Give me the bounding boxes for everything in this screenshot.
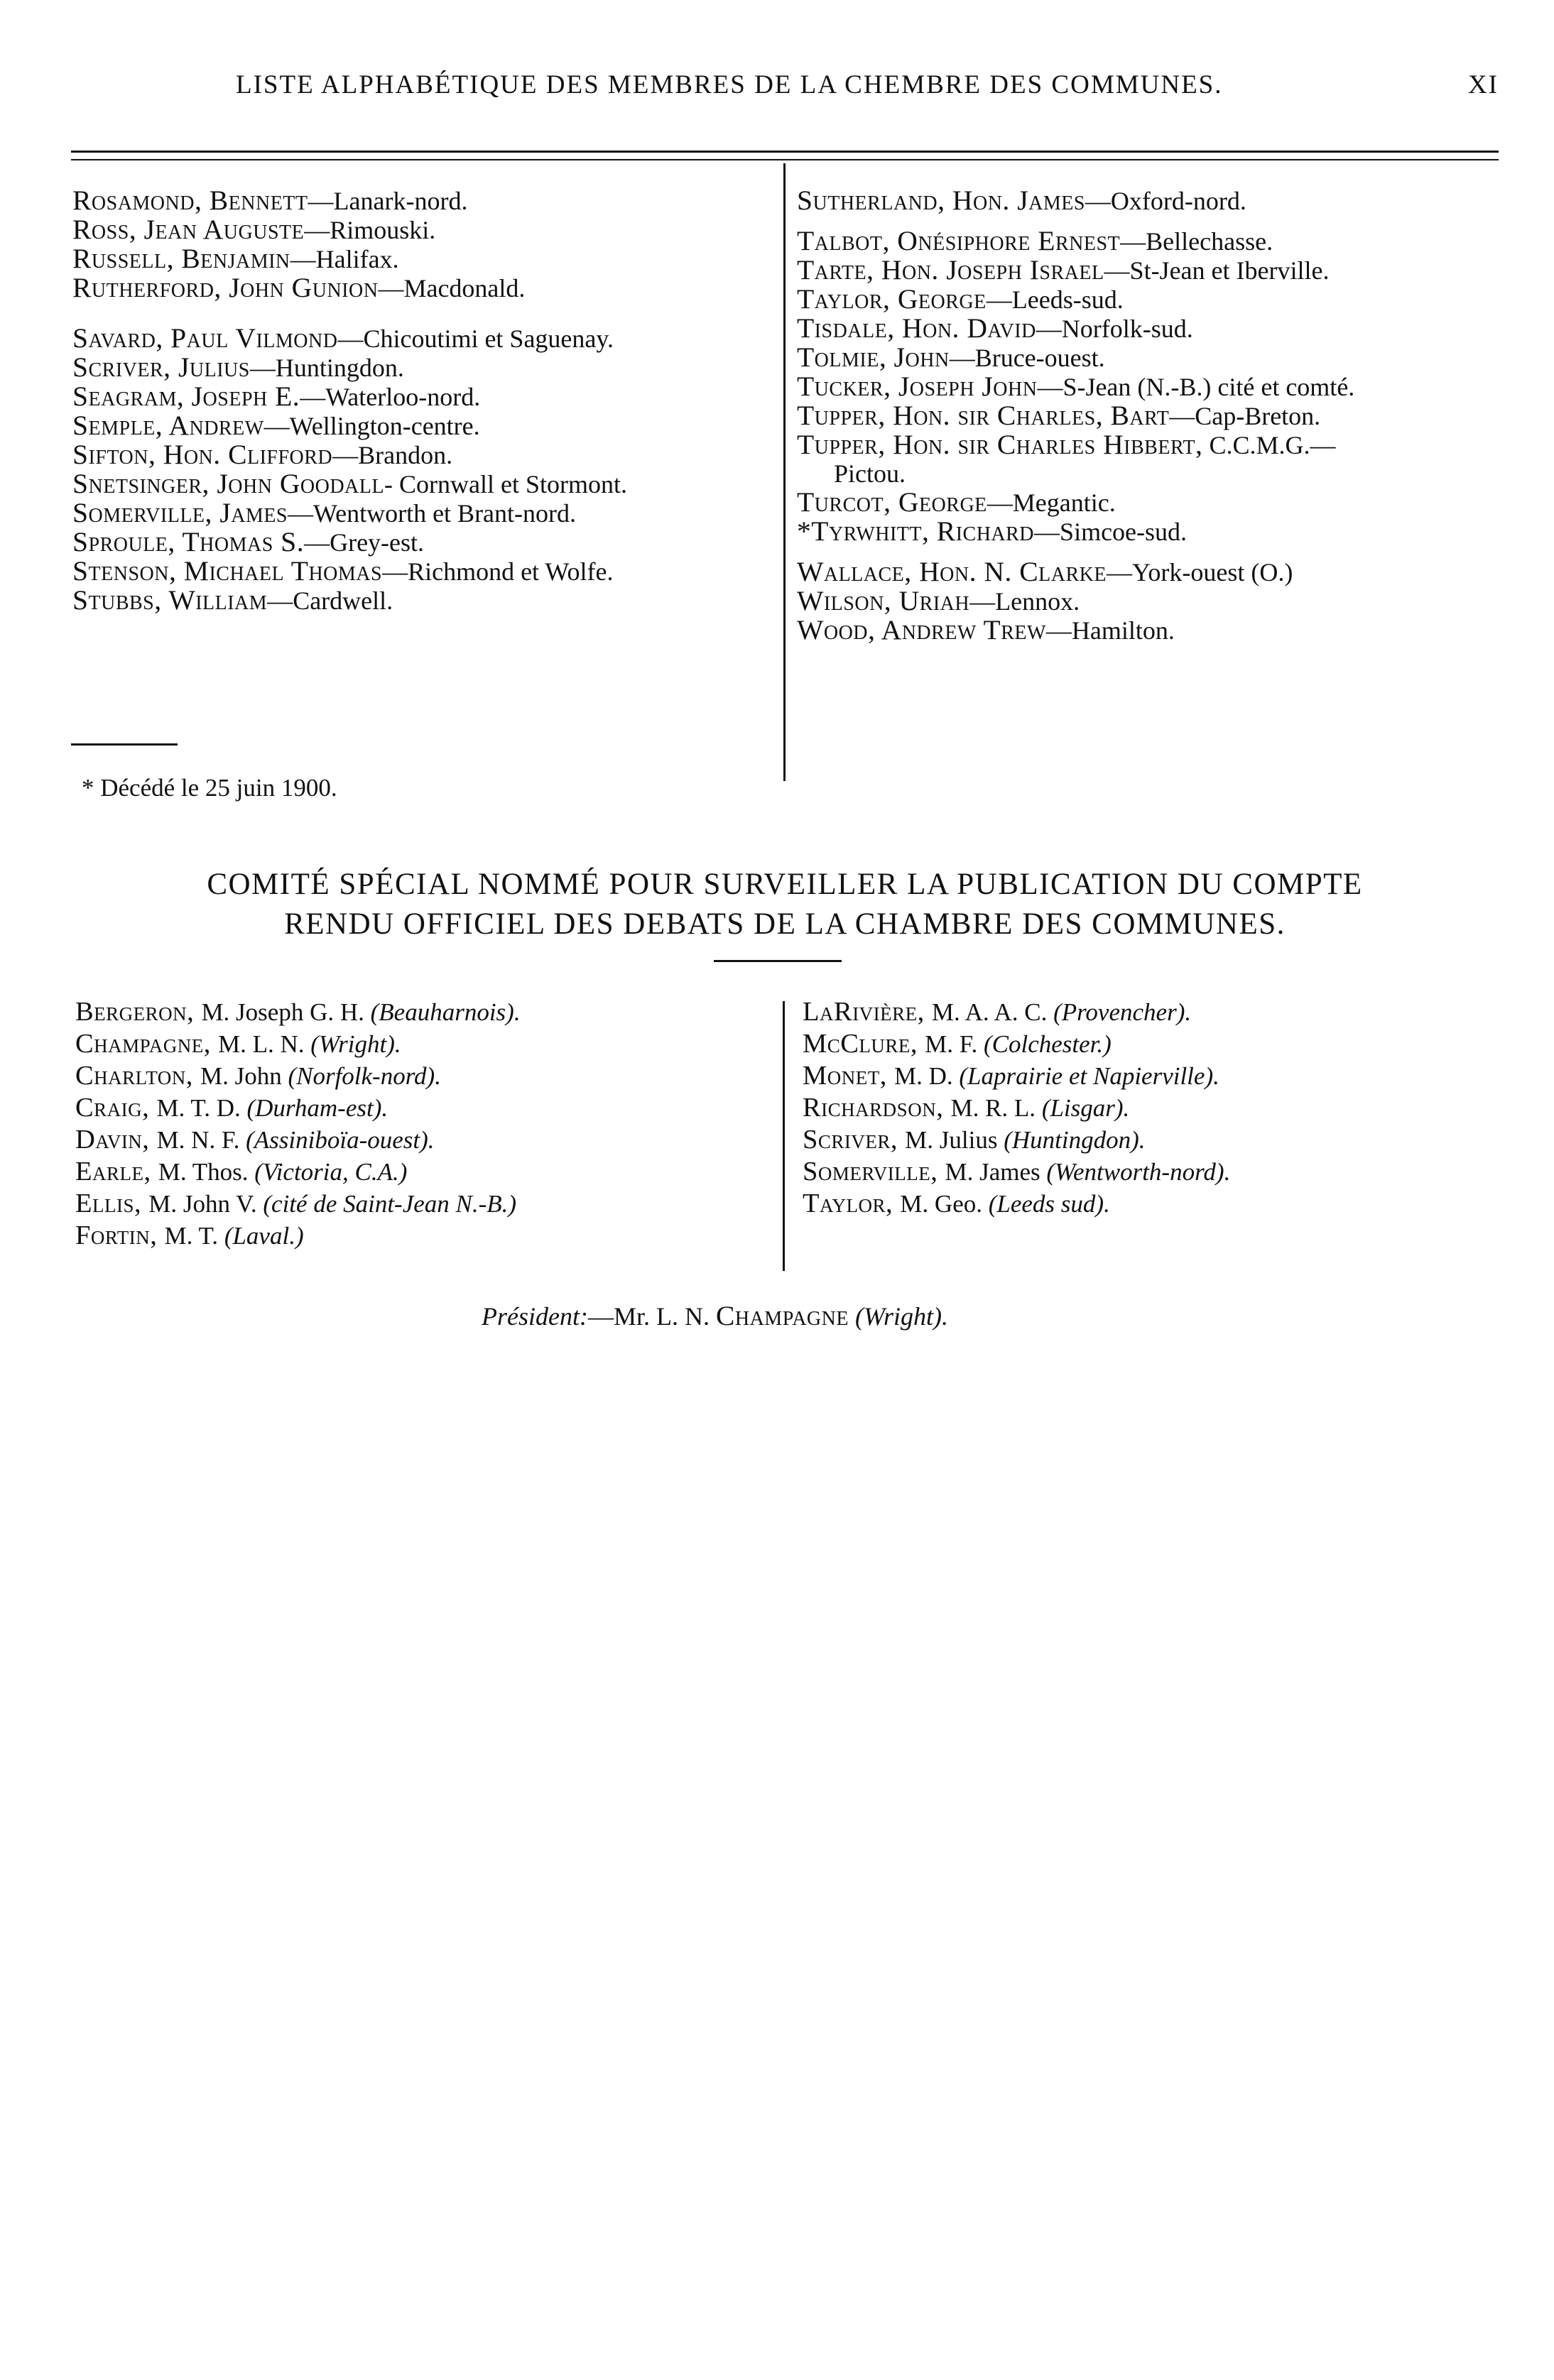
member-given-name: Hon. sir Charles Hibbert, xyxy=(893,429,1203,460)
header-rule-top xyxy=(71,151,1499,153)
committee-divider xyxy=(783,1001,785,1271)
member-surname: Wilson, xyxy=(797,585,899,616)
committee-member-name: M. John xyxy=(200,1062,288,1090)
member-given-name: Andrew Trew xyxy=(881,614,1046,645)
members-left-group-r xyxy=(72,186,627,302)
member-surname: Tolmie, xyxy=(797,342,894,373)
committee-member xyxy=(75,1220,521,1252)
member-riding: —York-ouest (O.) xyxy=(1106,558,1293,586)
committee-member-name: M. John V. xyxy=(148,1190,263,1218)
member-given-name: Joseph John xyxy=(898,371,1038,402)
column-divider xyxy=(783,163,786,781)
member-given-name: Joseph E. xyxy=(191,381,300,412)
member-entry xyxy=(797,343,1354,372)
committee-member-riding: (Norfolk-nord). xyxy=(288,1062,441,1090)
member-surname: Tupper, xyxy=(797,429,893,460)
member-riding: —Rimouski. xyxy=(304,216,436,244)
member-given-name: John Gunion xyxy=(229,272,379,303)
member-given-name: Hon. James xyxy=(952,185,1085,216)
member-entry xyxy=(72,469,627,498)
committee-member xyxy=(803,1188,1230,1220)
committee-member-surname: Monet, xyxy=(803,1061,894,1091)
committee-rule xyxy=(714,960,842,962)
member-entry xyxy=(797,226,1354,256)
committee-member xyxy=(75,1028,521,1060)
member-riding: —Lanark-nord. xyxy=(308,187,468,215)
member-given-name: George xyxy=(897,283,987,315)
committee-member-name: M. James xyxy=(945,1158,1047,1186)
member-given-name: Richard xyxy=(936,515,1035,547)
member-given-name: Hon. sir Charles, Bart xyxy=(893,400,1170,431)
committee-member xyxy=(75,1092,521,1124)
committee-member-riding: (Lisgar). xyxy=(1041,1094,1130,1122)
committee-member-name: M. Joseph G. H. xyxy=(201,998,371,1026)
members-left-group-s xyxy=(72,324,627,615)
member-surname: Talbot, xyxy=(797,225,898,256)
footnote-rule xyxy=(71,743,178,746)
page-title: LISTE ALPHABÉTIQUE DES MEMBRES DE LA CHEMBRE DES COMMUNES. xyxy=(236,70,1223,99)
committee-member xyxy=(803,1156,1230,1188)
committee-member xyxy=(75,1124,521,1156)
committee-member-surname: Champagne, xyxy=(75,1029,218,1059)
committee-member-riding: (Provencher). xyxy=(1053,998,1192,1026)
members-right-column xyxy=(797,186,1354,645)
member-given-name: Bennett xyxy=(209,185,308,216)
committee-left-column xyxy=(75,996,521,1252)
committee-member-name: M. Thos. xyxy=(158,1158,255,1186)
member-entry xyxy=(72,273,627,302)
member-surname: Seagram, xyxy=(72,381,192,412)
president-name: —Mr. L. N. xyxy=(587,1302,710,1331)
committee-member-name: M. L. N. xyxy=(217,1030,311,1058)
member-entry xyxy=(72,528,627,557)
page-number: XI xyxy=(1467,70,1499,99)
member-surname: Rutherford, xyxy=(72,272,229,303)
committee-member-riding: (Huntingdon). xyxy=(1004,1126,1146,1154)
member-given-name: George xyxy=(898,486,987,518)
committee-member-surname: Craig, xyxy=(75,1093,157,1123)
member-riding: —Halifax. xyxy=(290,245,399,273)
member-riding: —Cap-Breton. xyxy=(1169,402,1321,430)
committee-member xyxy=(75,1156,521,1188)
member-riding: —Grey-est. xyxy=(304,528,425,557)
member-given-name: Julius xyxy=(178,351,250,383)
member-entry xyxy=(797,557,1354,586)
member-entry xyxy=(72,215,627,244)
committee-member-riding: (Durham-est). xyxy=(246,1094,388,1122)
committee-member-riding: (Beauharnois). xyxy=(370,998,521,1026)
member-entry xyxy=(797,586,1354,616)
member-riding: —Wentworth et Brant-nord. xyxy=(288,499,577,528)
member-riding: —Brandon. xyxy=(332,441,453,469)
member-given-name: William xyxy=(168,584,268,616)
committee-member-name: M. A. A. C. xyxy=(931,998,1054,1026)
member-entry xyxy=(797,488,1354,517)
member-entry xyxy=(72,324,627,353)
committee-member-surname: Ellis, xyxy=(75,1189,149,1218)
member-surname: Sifton, xyxy=(72,439,163,470)
member-surname: Wood, xyxy=(797,614,881,645)
member-entry xyxy=(72,586,627,615)
committee-member-riding: (Assiniboïa-ouest). xyxy=(246,1126,435,1154)
committee-member-name: M. T. D. xyxy=(156,1094,247,1122)
committee-title-line-2: RENDU OFFICIEL DES DEBATS DE LA CHAMBRE DES COMMUNES. xyxy=(284,907,1286,941)
member-entry xyxy=(797,459,1354,488)
member-given-name: Hon. Clifford xyxy=(163,439,333,470)
committee-member-surname: Richardson, xyxy=(803,1093,951,1123)
members-right-group-t xyxy=(797,226,1354,546)
member-surname: Stubbs, xyxy=(72,584,169,616)
committee-member-surname: Fortin, xyxy=(75,1221,165,1250)
committee-left-list xyxy=(75,996,521,1252)
member-riding: —S-Jean (N.-B.) cité et comté. xyxy=(1037,373,1355,401)
member-given-name: Hon. Joseph Israel xyxy=(881,254,1104,285)
member-given-name: Uriah xyxy=(898,585,970,616)
member-riding: —Huntingdon. xyxy=(249,354,404,382)
committee-president xyxy=(482,1299,948,1332)
member-entry xyxy=(72,353,627,382)
member-given-name: John Goodall xyxy=(217,468,384,499)
committee-member-surname: Charlton, xyxy=(75,1061,200,1091)
member-riding: —Norfolk-sud. xyxy=(1036,315,1193,343)
committee-member-name: M. Julius xyxy=(905,1126,1004,1154)
member-riding: —Macdonald. xyxy=(378,274,526,302)
member-riding: —Bellechasse. xyxy=(1120,227,1273,256)
member-given-name: Paul Vilmond xyxy=(170,322,338,354)
committee-member-riding: (Wright). xyxy=(310,1030,401,1058)
header-rule-bottom xyxy=(71,159,1499,160)
member-surname: Tupper, xyxy=(797,400,893,431)
member-entry xyxy=(72,557,627,586)
president-surname: Champagne xyxy=(715,1300,849,1331)
member-entry xyxy=(72,411,627,440)
members-right-group-w xyxy=(797,557,1354,645)
member-given-name: John xyxy=(893,342,950,373)
member-surname: Taylor, xyxy=(797,283,898,315)
member-surname: Ross, xyxy=(72,214,144,245)
member-surname: Tucker, xyxy=(797,371,898,402)
member-riding: —Richmond et Wolfe. xyxy=(382,557,614,586)
member-entry xyxy=(797,401,1354,430)
committee-member xyxy=(75,1060,521,1092)
member-riding: —Bruce-ouest. xyxy=(949,344,1105,372)
member-entry xyxy=(72,186,627,215)
committee-right-list xyxy=(803,996,1230,1220)
member-entry xyxy=(72,244,627,273)
committee-member-surname: Taylor, xyxy=(803,1189,901,1218)
committee-member-surname: LaRivière, xyxy=(803,997,932,1027)
committee-member-riding: (Colchester.) xyxy=(983,1030,1112,1058)
member-given-name: Hon. David xyxy=(902,312,1036,344)
member-surname: Russell, xyxy=(72,243,182,274)
member-surname: Sproule, xyxy=(72,526,183,557)
member-surname: *Tyrwhitt, xyxy=(797,515,937,547)
committee-member xyxy=(803,1028,1230,1060)
committee-member xyxy=(803,1124,1230,1156)
member-surname: Scriver, xyxy=(72,351,178,383)
member-entry xyxy=(797,372,1354,401)
member-riding: —Chicoutimi et Saguenay. xyxy=(337,324,614,353)
member-surname: Semple, xyxy=(72,410,169,441)
committee-member-name: M. N. F. xyxy=(156,1126,246,1154)
member-surname: Somerville, xyxy=(72,497,220,528)
member-riding: —Hamilton. xyxy=(1045,616,1175,645)
member-surname: Stenson, xyxy=(72,555,184,586)
member-riding: - Cornwall et Stormont. xyxy=(384,470,627,498)
member-entry xyxy=(797,285,1354,314)
page-header xyxy=(71,70,1499,112)
committee-member-riding: (Victoria, C.A.) xyxy=(254,1158,408,1186)
member-entry xyxy=(72,382,627,411)
president-label: Président: xyxy=(482,1302,588,1331)
committee-member-riding: (Laprairie et Napierville). xyxy=(959,1062,1219,1090)
member-given-name: Benjamin xyxy=(181,243,290,274)
member-given-name: Thomas S. xyxy=(182,526,305,557)
member-riding: —Cardwell. xyxy=(267,586,393,615)
committee-member-name: M. Geo. xyxy=(900,1190,989,1218)
committee-member-riding: (Laval.) xyxy=(224,1222,304,1250)
member-entry xyxy=(797,616,1354,645)
committee-member-surname: Earle, xyxy=(75,1157,158,1186)
member-riding: —St-Jean et Iberville. xyxy=(1104,256,1330,285)
footnote: * Décédé le 25 juin 1900. xyxy=(82,774,337,802)
committee-member-surname: Davin, xyxy=(75,1125,157,1154)
committee-heading xyxy=(85,865,1484,944)
committee-member xyxy=(75,1188,521,1220)
committee-member xyxy=(75,996,521,1028)
member-given-name: Jean Auguste xyxy=(143,214,305,245)
member-riding: —Oxford-nord. xyxy=(1085,187,1246,215)
member-given-name: James xyxy=(219,497,288,528)
member-given-name: Andrew xyxy=(168,410,264,441)
member-surname: Rosamond, xyxy=(72,185,210,216)
member-riding: —Lennox. xyxy=(969,587,1080,616)
member-entry xyxy=(797,517,1354,546)
member-surname: Wallace, xyxy=(797,556,920,587)
committee-member-name: M. F. xyxy=(925,1030,984,1058)
member-given-name: Onésiphore Ernest xyxy=(897,225,1121,256)
committee-member-name: M. R. L. xyxy=(950,1094,1042,1122)
member-surname: Tarte, xyxy=(797,254,881,285)
committee-member-riding: (cité de Saint-Jean N.-B.) xyxy=(263,1190,517,1218)
member-given-name: Hon. N. Clarke xyxy=(919,556,1107,587)
member-surname: Turcot, xyxy=(797,486,898,518)
member-entry xyxy=(797,314,1354,343)
member-entry xyxy=(72,498,627,528)
committee-title-line-1: COMITÉ SPÉCIAL NOMMÉ POUR SURVEILLER LA PUBLICATION DU COMPTE xyxy=(207,868,1363,901)
member-entry xyxy=(72,440,627,469)
member-riding: —Leeds-sud. xyxy=(986,285,1124,314)
members-right-group-s xyxy=(797,186,1354,215)
president-riding: (Wright). xyxy=(854,1302,948,1331)
member-entry xyxy=(797,186,1354,215)
member-surname: Snetsinger, xyxy=(72,468,217,499)
member-riding: —Simcoe-sud. xyxy=(1034,518,1188,546)
committee-member-name: M. T. xyxy=(164,1222,224,1250)
member-riding: C.C.M.G.— xyxy=(1202,431,1336,459)
committee-member-riding: (Wentworth-nord). xyxy=(1046,1158,1231,1186)
member-surname: Savard, xyxy=(72,322,171,354)
committee-member-surname: Bergeron, xyxy=(75,997,202,1027)
committee-member-surname: Scriver, xyxy=(803,1125,906,1154)
member-given-name: Michael Thomas xyxy=(183,555,383,586)
member-entry xyxy=(797,256,1354,285)
committee-member xyxy=(803,1060,1230,1092)
member-riding: —Waterloo-nord. xyxy=(300,383,481,411)
member-surname: Sutherland, xyxy=(797,185,952,216)
committee-member-surname: McClure, xyxy=(803,1029,925,1059)
committee-member-surname: Somerville, xyxy=(803,1157,945,1186)
committee-member-riding: (Leeds sud). xyxy=(988,1190,1110,1218)
member-surname: Tisdale, xyxy=(797,312,903,344)
committee-right-column xyxy=(803,996,1230,1220)
committee-member xyxy=(803,996,1230,1028)
member-entry xyxy=(797,430,1354,459)
committee-member xyxy=(803,1092,1230,1124)
committee-member-name: M. D. xyxy=(893,1062,960,1090)
member-riding: Pictou. xyxy=(834,459,906,488)
member-riding: —Megantic. xyxy=(987,488,1116,517)
member-riding: —Wellington-centre. xyxy=(263,412,480,440)
members-left-column xyxy=(72,186,627,615)
